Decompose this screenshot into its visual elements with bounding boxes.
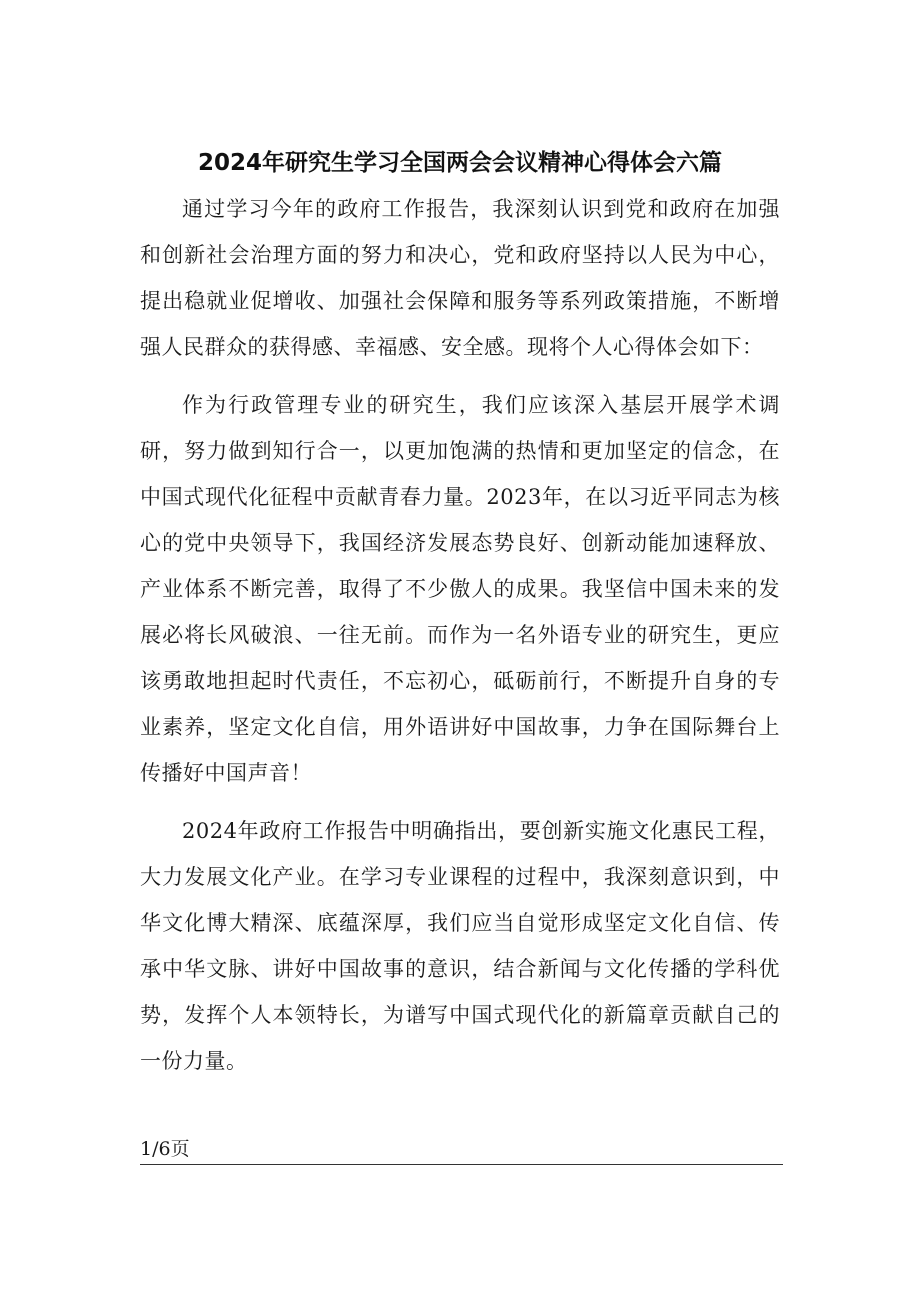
page-number: 1/6页 bbox=[140, 1138, 190, 1160]
paragraph-intro: 通过学习今年的政府工作报告，我深刻认识到党和政府在加强和创新社会治理方面的努力和决心，党和政府坚持以人民为中心，提出稳就业促增收、加强社会保障和服务等系列政策措施，不断增强人民群众的获得感、幸福感、安全感。现将个人心得体会如下： bbox=[140, 197, 780, 359]
document-body bbox=[140, 140, 780, 1096]
document-title: 2024年研究生学习全国两会会议精神心得体会六篇 bbox=[197, 150, 722, 176]
page-footer bbox=[140, 1136, 783, 1165]
paragraph-public-administration: 作为行政管理专业的研究生，我们应该深入基层开展学术调研，努力做到知行合一，以更加饱满的热情和更加坚定的信念，在中国式现代化征程中贡献青春力量。2023年，在以习近平同志为核心的党中央领导下，我国经济发展态势良好、创新动能加速释放、产业体系不断完善，取得了不少傲人的成果。我坚信中国未来的发展必将长风破浪、一往无前。而作为一名外语专业的研究生，更应该勇敢地担起时代责任，不忘初心，砥砺前行，不断提升自身的专业素养，坚定文化自信，用外语讲好中国故事，力争在国际舞台上传播好中国声音！ bbox=[140, 393, 780, 785]
paragraph-culture: 2024年政府工作报告中明确指出，要创新实施文化惠民工程，大力发展文化产业。在学习专业课程的过程中，我深刻意识到，中华文化博大精深、底蕴深厚，我们应当自觉形成坚定文化自信、传承中华文脉、讲好中国故事的意识，结合新闻与文化传播的学科优势，发挥个人本领特长，为谱写中国式现代化的新篇章贡献自己的一份力量。 bbox=[140, 819, 780, 1073]
